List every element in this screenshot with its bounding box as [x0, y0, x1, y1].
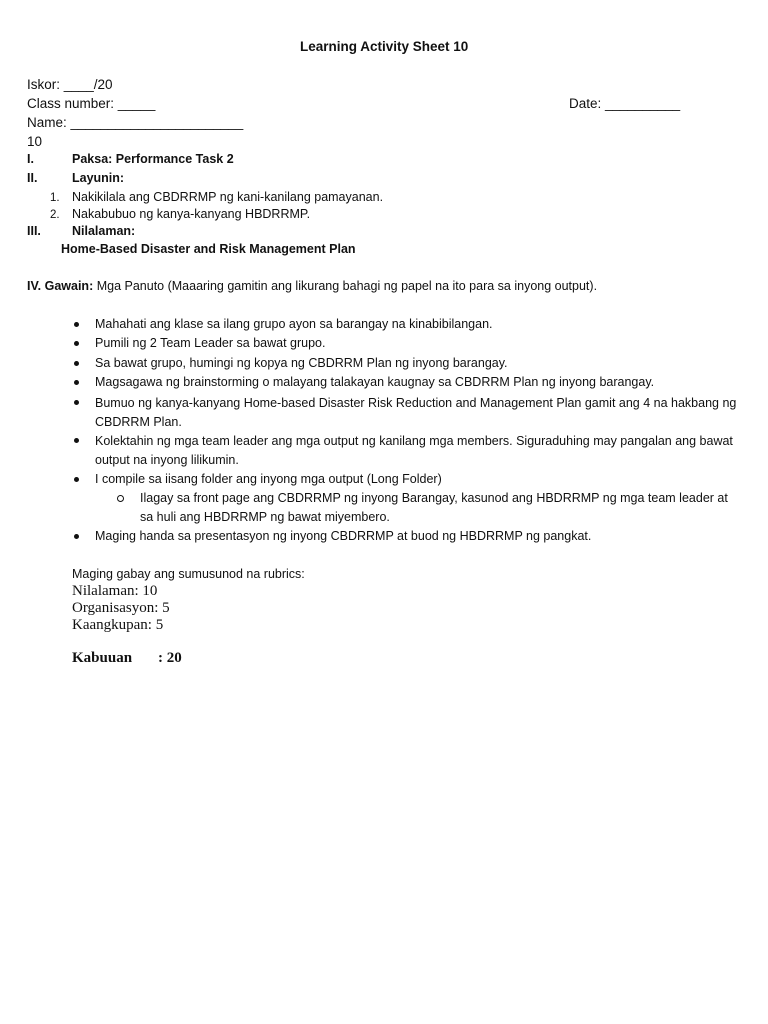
- instruction-item: Kolektahin ng mga team leader ang mga output ng kanilang mga members. Siguraduhing may pangalan ang bawat output na inyong lilikumin.: [95, 434, 733, 467]
- total-value: : 20: [158, 650, 182, 666]
- bullet-icon: [74, 477, 79, 482]
- bullet-icon: [74, 400, 79, 405]
- bullet-icon: [74, 322, 79, 327]
- gawain-line: [27, 278, 597, 294]
- bullet-icon: [74, 380, 79, 385]
- score-field: Iskor: ____/20: [27, 77, 113, 92]
- total-label: Kabuuan: [72, 650, 133, 666]
- bullet-icon: [74, 361, 79, 366]
- bullet-icon: [74, 438, 79, 443]
- instruction-item: Pumili ng 2 Team Leader sa bawat grupo.: [95, 336, 326, 350]
- rubric-item: Kaangkupan: 5: [72, 617, 164, 633]
- instruction-item: Maging handa sa presentasyon ng inyong CBDRRMP at buod ng HBDRRMP ng pangkat.: [95, 529, 592, 543]
- rubric-item: Nilalaman: 10: [72, 583, 158, 599]
- instruction-item: Bumuo ng kanya-kanyang Home-based Disaster Risk Reduction and Management Plan gamit ang 4 na hakbang ng CBDRRM Plan.: [95, 396, 737, 429]
- paksa-heading: Paksa: Performance Task 2: [72, 152, 234, 166]
- name-field: Name: _______________________: [27, 115, 244, 130]
- instruction-item: Mahahati ang klase sa ilang grupo ayon sa barangay na kinabibilangan.: [95, 317, 493, 331]
- bullet-icon: [74, 341, 79, 346]
- objective-text: Nakikilala ang CBDRRMP ng kani-kanilang pamayanan.: [72, 190, 384, 204]
- instruction-item: Sa bawat grupo, humingi ng kopya ng CBDRRM Plan ng inyong barangay.: [95, 356, 508, 370]
- objective-number: 2.: [50, 209, 60, 221]
- layunin-heading: Layunin:: [72, 171, 125, 185]
- date-field: Date: __________: [569, 96, 681, 111]
- gawain-label: IV. Gawain:: [27, 279, 94, 293]
- rubrics-intro: Maging gabay ang sumusunod na rubrics:: [72, 567, 305, 581]
- objective-number: 1.: [50, 192, 60, 204]
- objective-text: Nakabubuo ng kanya-kanyang HBDRRMP.: [72, 207, 311, 221]
- section-iii-number: III.: [27, 224, 41, 238]
- sheet-title: Learning Activity Sheet 10: [300, 39, 469, 54]
- bullet-icon: [74, 534, 79, 539]
- grade-level: 10: [27, 134, 43, 149]
- section-i-number: I.: [27, 152, 34, 166]
- gawain-instructions: Mga Panuto (Maaaring gamitin ang likurang bahagi ng papel na ito para sa inyong output).: [93, 279, 598, 293]
- rubric-item: Organisasyon: 5: [72, 600, 170, 616]
- class-number-field: Class number: _____: [27, 96, 156, 111]
- nilalaman-heading: Nilalaman:: [72, 224, 136, 238]
- nilalaman-title: Home-Based Disaster and Risk Management Plan: [61, 242, 356, 256]
- instruction-sub-item: Ilagay sa front page ang CBDRRMP ng inyong Barangay, kasunod ang HBDRRMP ng mga team leader at sa huli ang HBDRRMP ng bawat miyembero.: [140, 491, 728, 524]
- instruction-item: Magsagawa ng brainstorming o malayang talakayan kaugnay sa CBDRRM Plan ng inyong barangay.: [95, 375, 655, 389]
- instruction-item: I compile sa iisang folder ang inyong mga output (Long Folder): [95, 472, 442, 486]
- section-ii-number: II.: [27, 171, 38, 185]
- sub-bullet-icon: [117, 495, 124, 502]
